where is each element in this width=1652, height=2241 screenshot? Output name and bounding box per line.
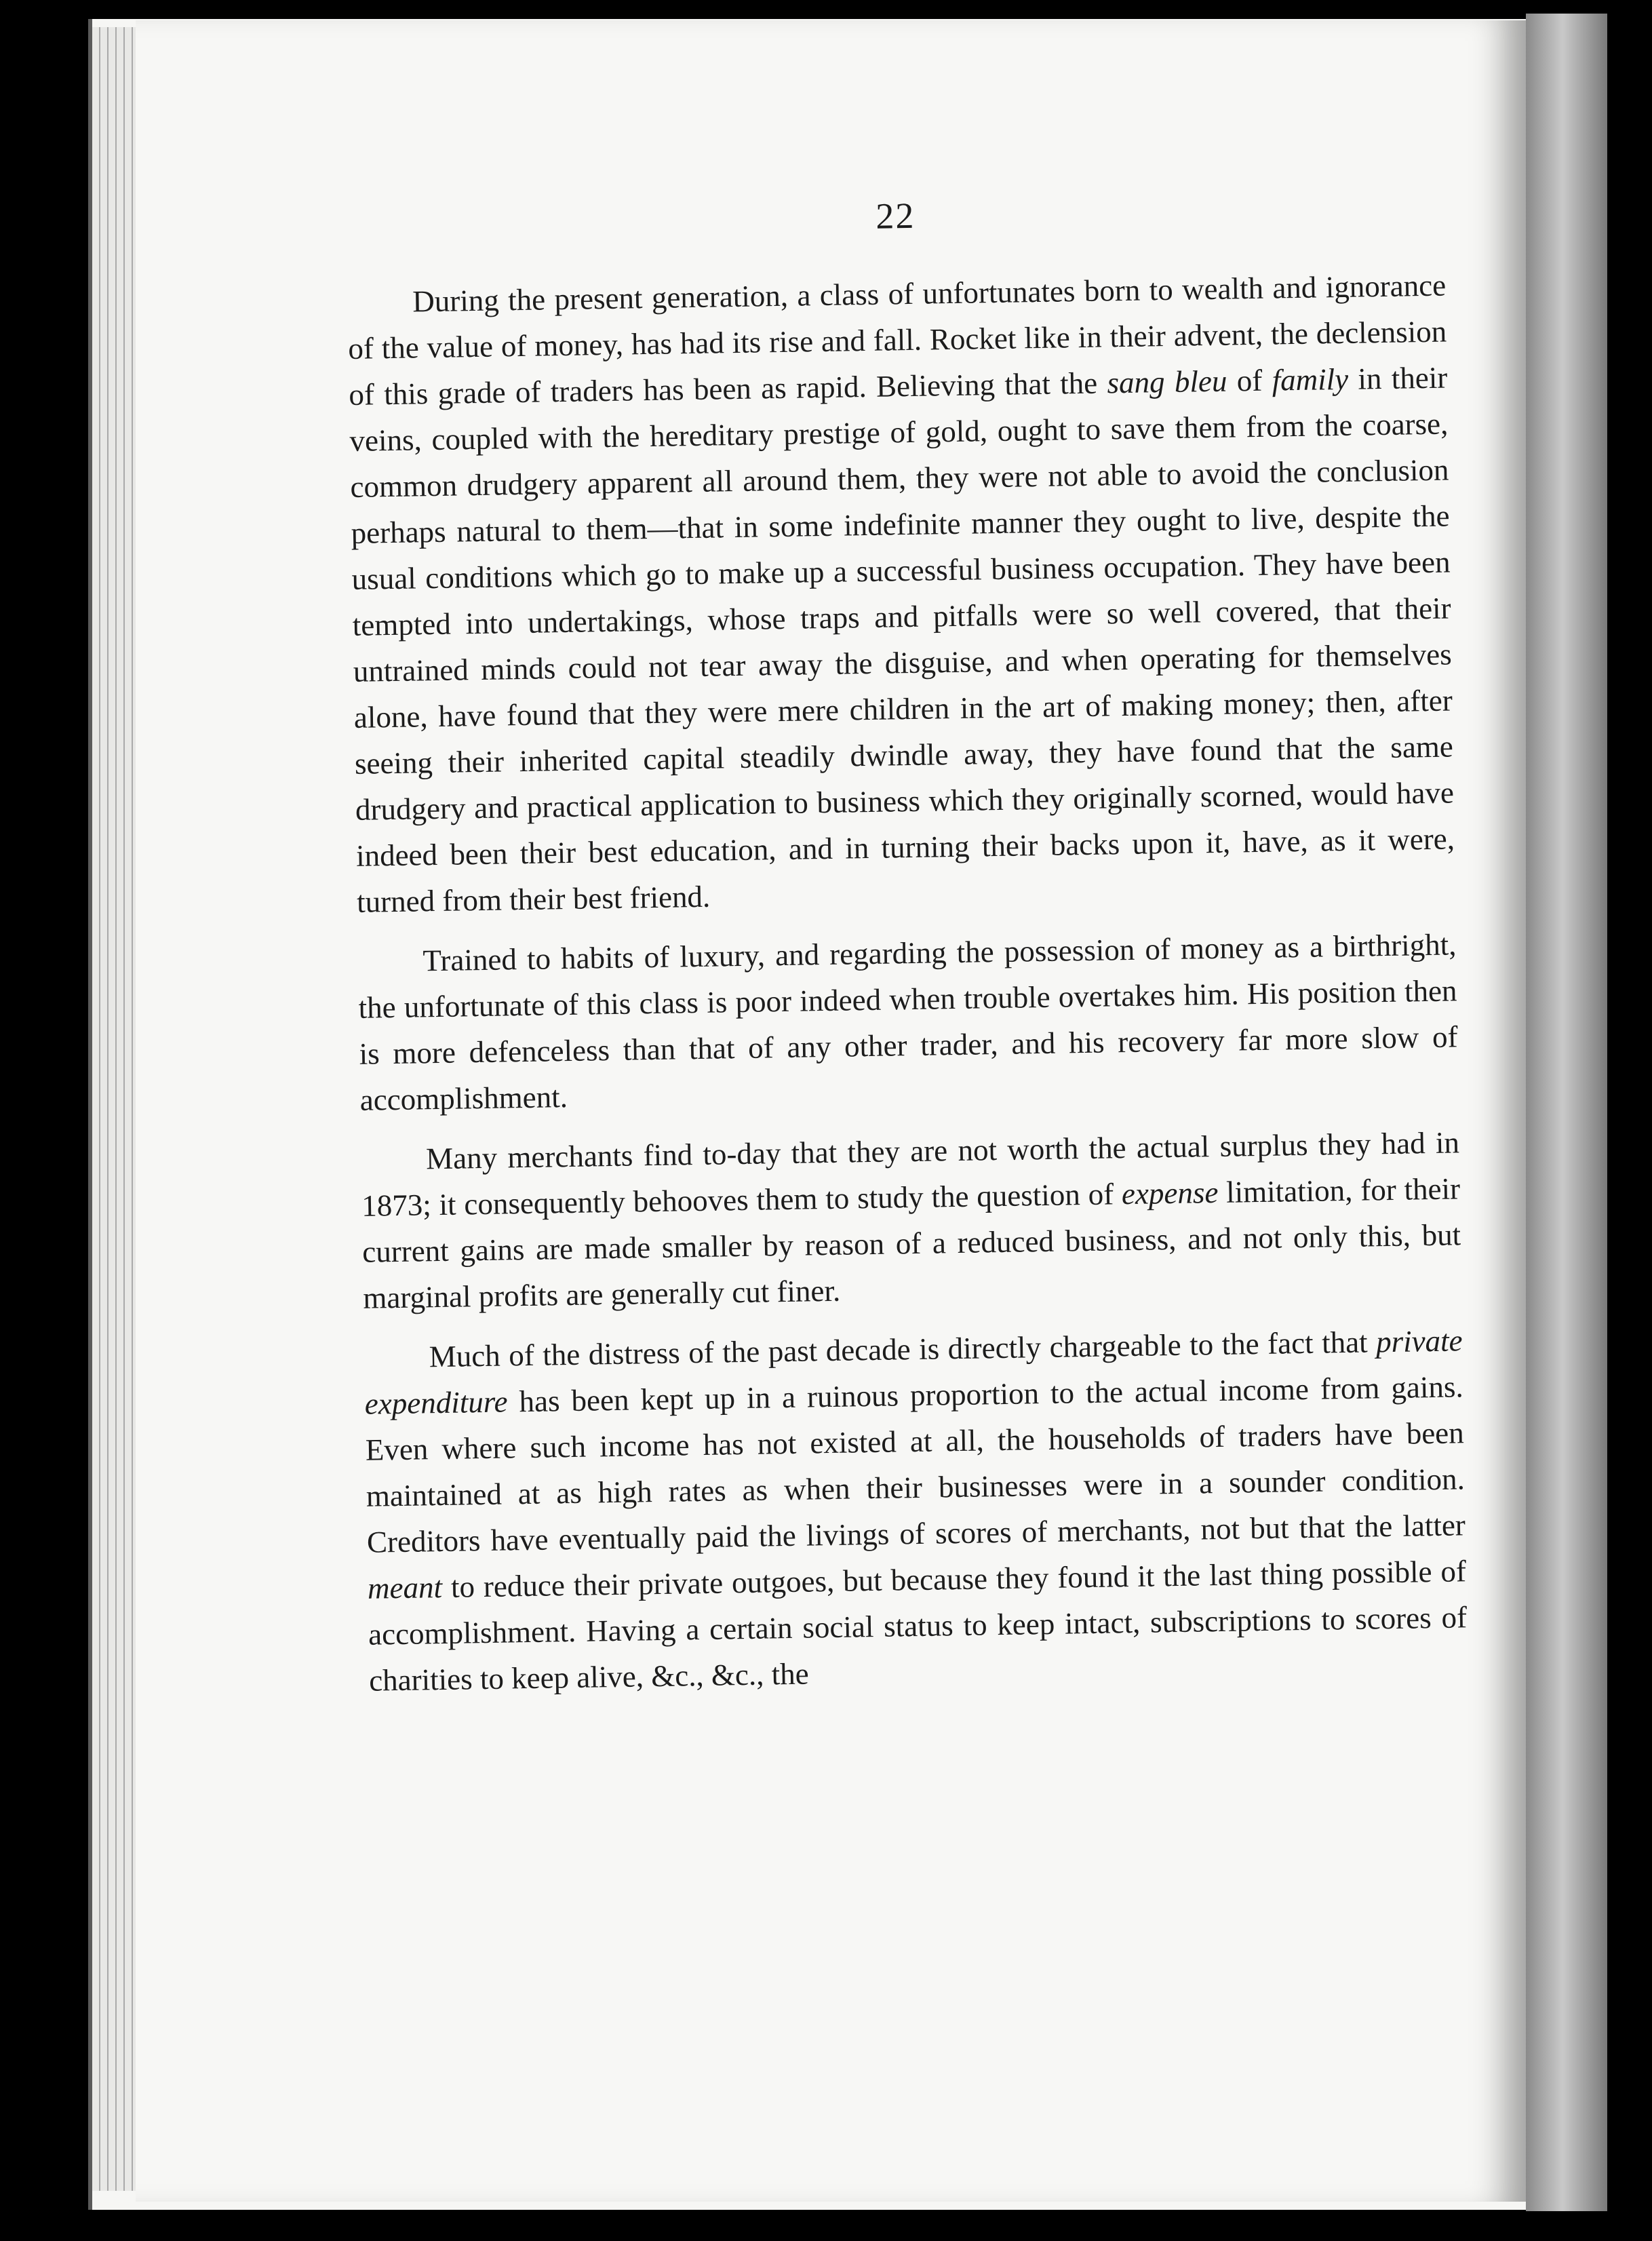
text-run: During the present generation, a class of unfortunates born to wealth and ignorance of the value of money, has had its rise and fall. Rocket like in their advent, the declension of this grade of traders has been as rapid. Believing that the [347, 268, 1447, 412]
paragraph [361, 1119, 1462, 1321]
text-run: has been kept up in a ruinous proportion to the actual income from gains. Even where such income has not existed at all, the households of traders have been maintained at as high rates as when their businesses were in a sounder condition. Creditors have eventually paid the livings of scores of merchants, not but that the latter [365, 1369, 1466, 1559]
text-run: limitation, for their current gains are made smaller by reason of a reduced business, and not only this, but marginal profits are generally cut finer. [361, 1171, 1461, 1315]
text-run: Many merchants find to-day that they are not worth the actual surplus they had in 1873; it consequently behooves them to study the question of [361, 1125, 1460, 1223]
text-run: of [1226, 363, 1272, 398]
text-run: Much of the distress of the past decade is directly chargeable to the fact that [429, 1325, 1377, 1374]
italic-text: meant [367, 1570, 443, 1605]
italic-text: sang bleu [1107, 364, 1227, 400]
page-number: 22 [875, 195, 916, 237]
paragraph [363, 1317, 1468, 1703]
text-run: Trained to habits of luxury, and regarding the possession of money as a birthright, the unfortunate of this class is poor indeed when trouble overtakes him. His position then is more defenceless than that of any other trader, and his recovery far more slow of accomplishment. [358, 927, 1458, 1117]
italic-text: expense [1121, 1175, 1219, 1211]
italic-text: family [1272, 362, 1349, 397]
book-gutter [1526, 14, 1607, 2211]
text-run: in their veins, coupled with the hereditary prestige of gold, ought to save them from the coarse, common drudgery apparent all around them, they were not able to avoid the conclusion perhaps natural to them—that in some indefinite manner they ought to live, despite the usual conditions which go to make up a successful business occupation. They have been tempted into undertakings, whose traps and pitfalls were so well covered, that their untrained minds could not tear away the disguise, and when operating for themselves alone, have found that they were mere children in the art of making money; then, after seeing their inherited capital steadily dwindle away, they have found that the same drudgery and practical application to business which they originally scorned, would have indeed been their best education, and in turning their backs upon it, have, as it were, turned from their best friend. [349, 360, 1455, 919]
paragraph [357, 921, 1459, 1123]
text-run: to reduce their private outgoes, but because they found it the last thing possible of accomplishment. Having a certain social status to keep intact, subscriptions to scores of charities to keep alive, &c., &c., the [368, 1554, 1468, 1698]
page-content [346, 187, 1468, 1717]
paragraph [347, 262, 1456, 925]
italic-text: private expenditure [364, 1323, 1463, 1421]
